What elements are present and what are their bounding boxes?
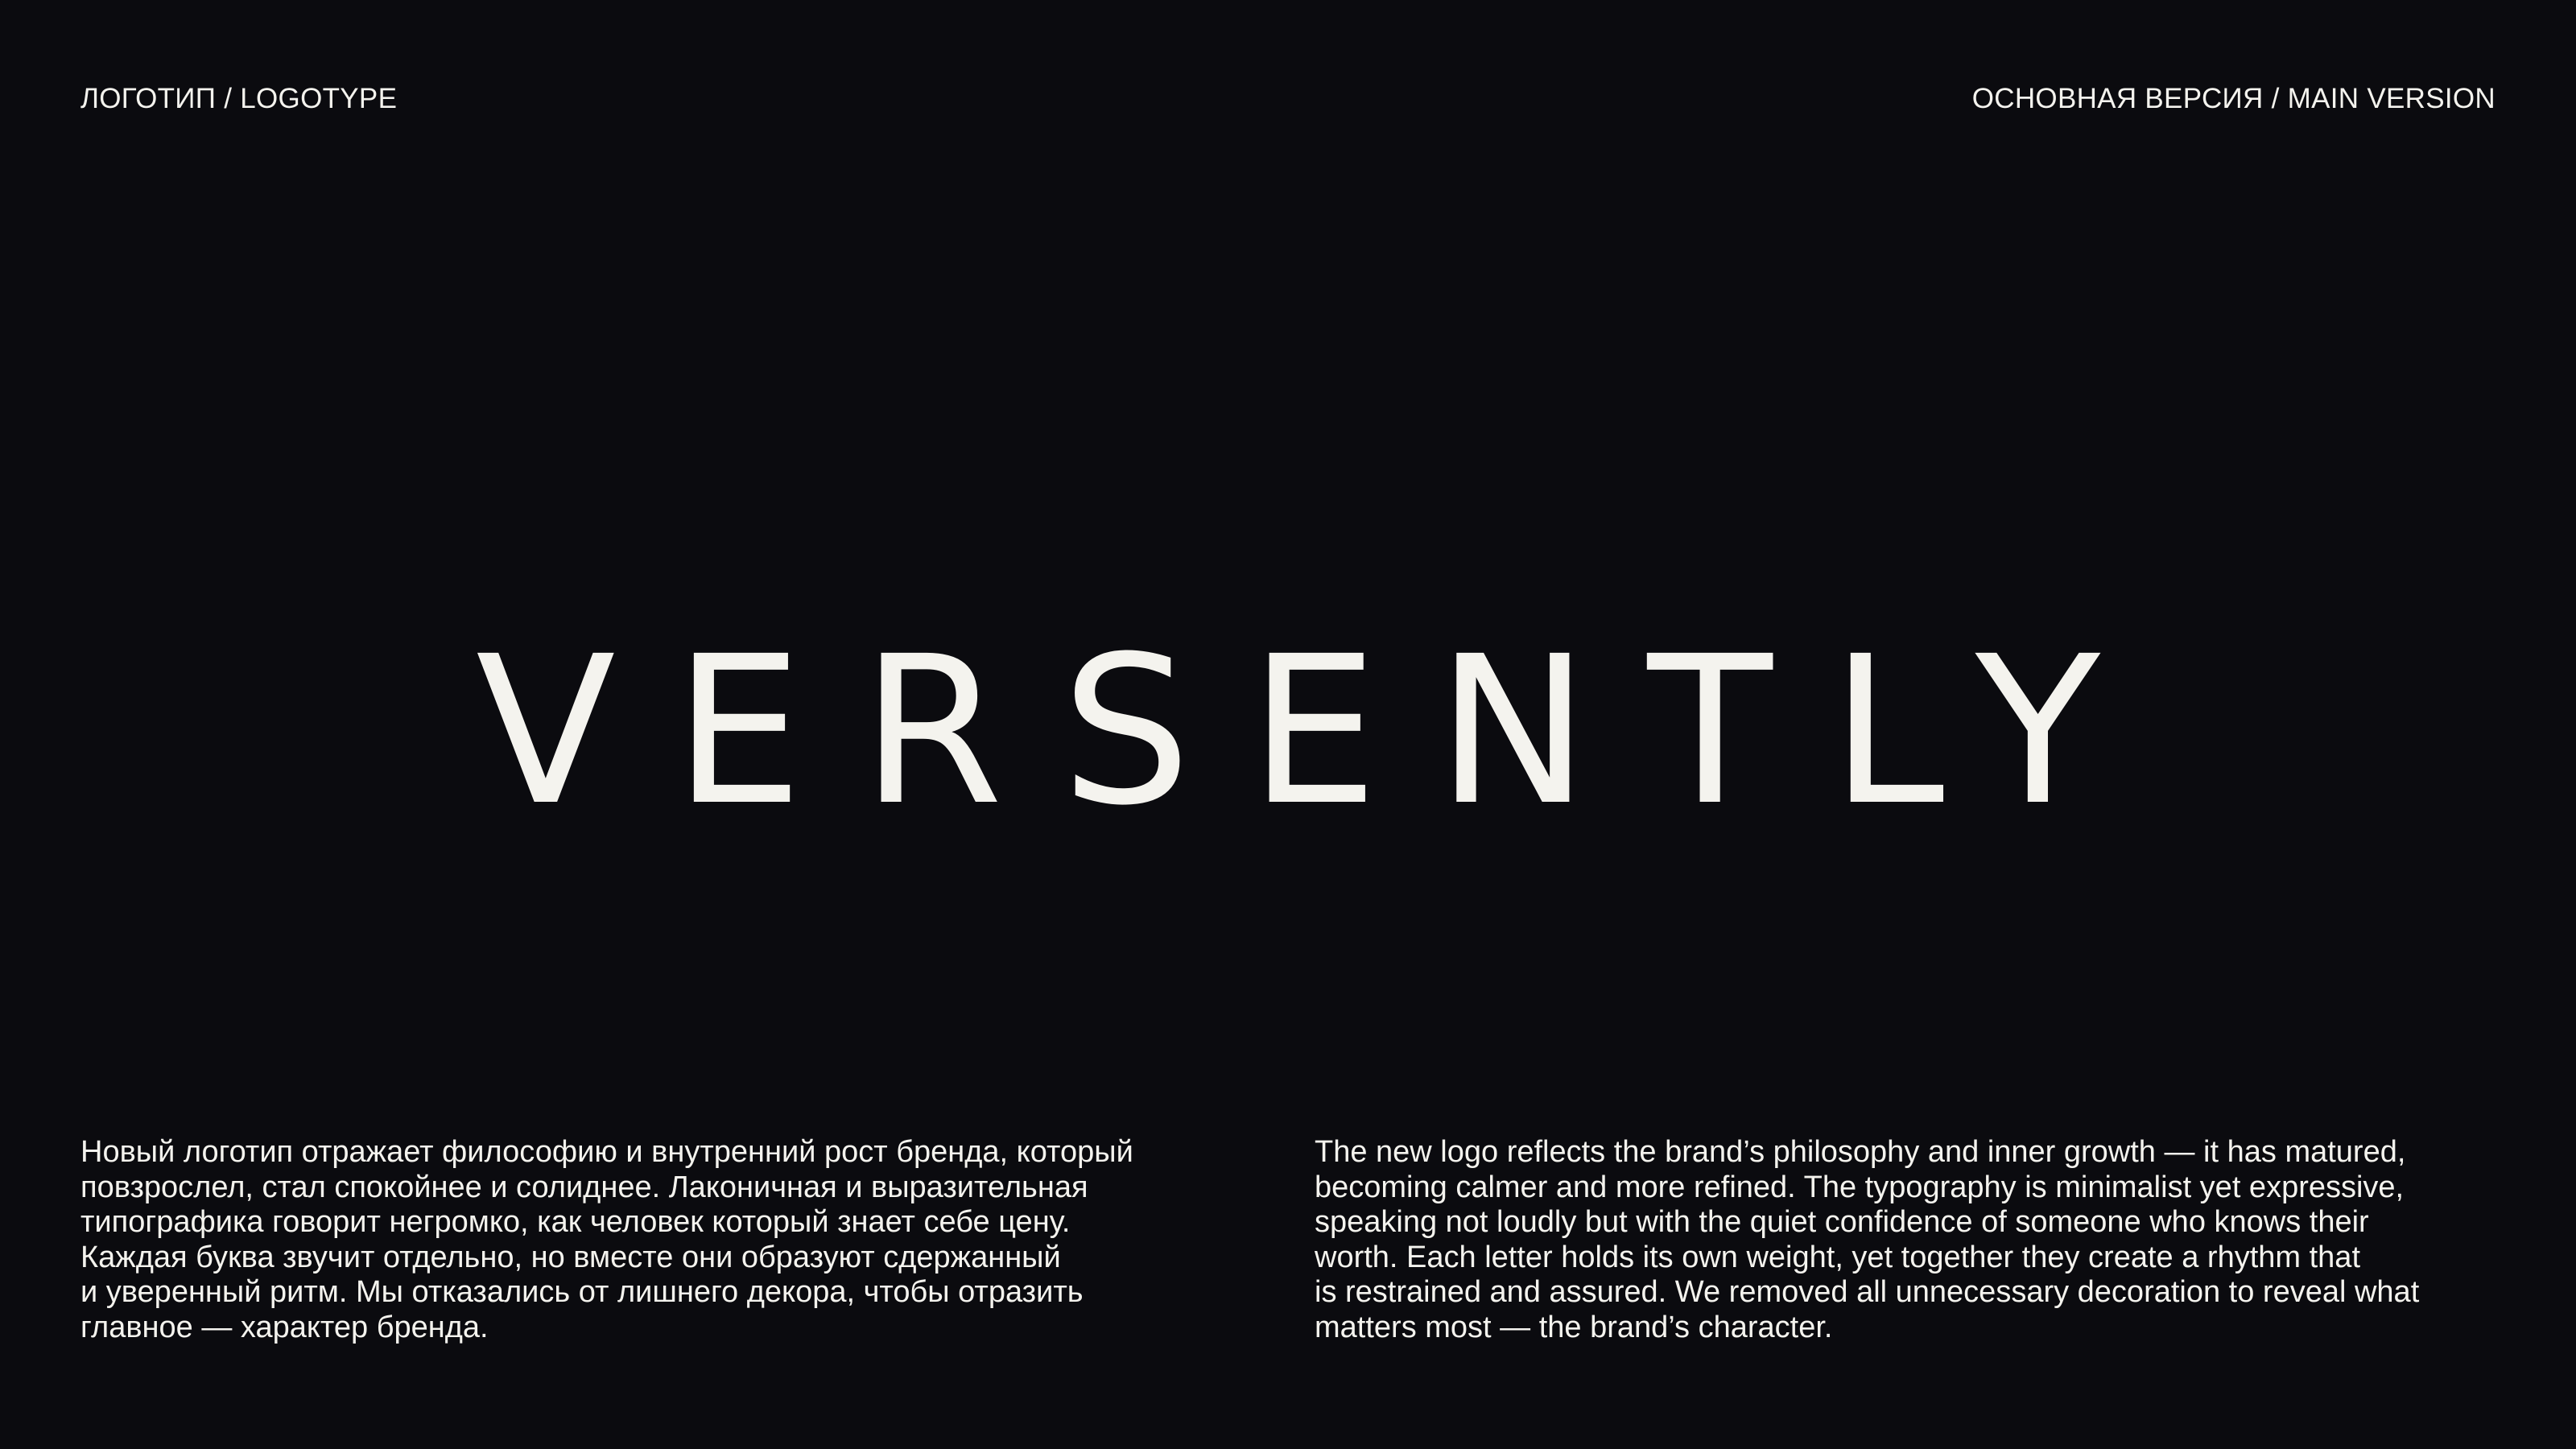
section-label: ЛОГОТИП / LOGOTYPE: [80, 83, 398, 114]
description-en: The new logo reflects the brand’s philosophy and inner growth — it has matured, becoming calmer and more refined. The typography is minimalist yet expressive, speaking not loudly but with the quiet confidence of someone who knows their worth. Each letter holds its own weight, yet together they create a rhythm that is restrained and assured. We removed all unnecessary decoration to reveal what matters most — the brand’s character.: [1315, 1135, 2420, 1344]
version-label: ОСНОВНАЯ ВЕРСИЯ / MAIN VERSION: [1971, 83, 2496, 114]
logo-wordmark: [0, 620, 2576, 829]
logo-text: VERSENTLY: [476, 620, 2100, 829]
description-ru: Новый логотип отражает философию и внутренний рост бренда, который повзрослел, стал спокойнее и солиднее. Лаконичная и выразительная типографика говорит негромко, как человек который знает себе цену. Каждая буква звучит отдельно, но вместе они образуют сдержанный и уверенный ритм. Мы отказались от лишнего декора, чтобы отразить главное — характер бренда.: [80, 1135, 1133, 1344]
logo-svg: [463, 620, 2113, 829]
